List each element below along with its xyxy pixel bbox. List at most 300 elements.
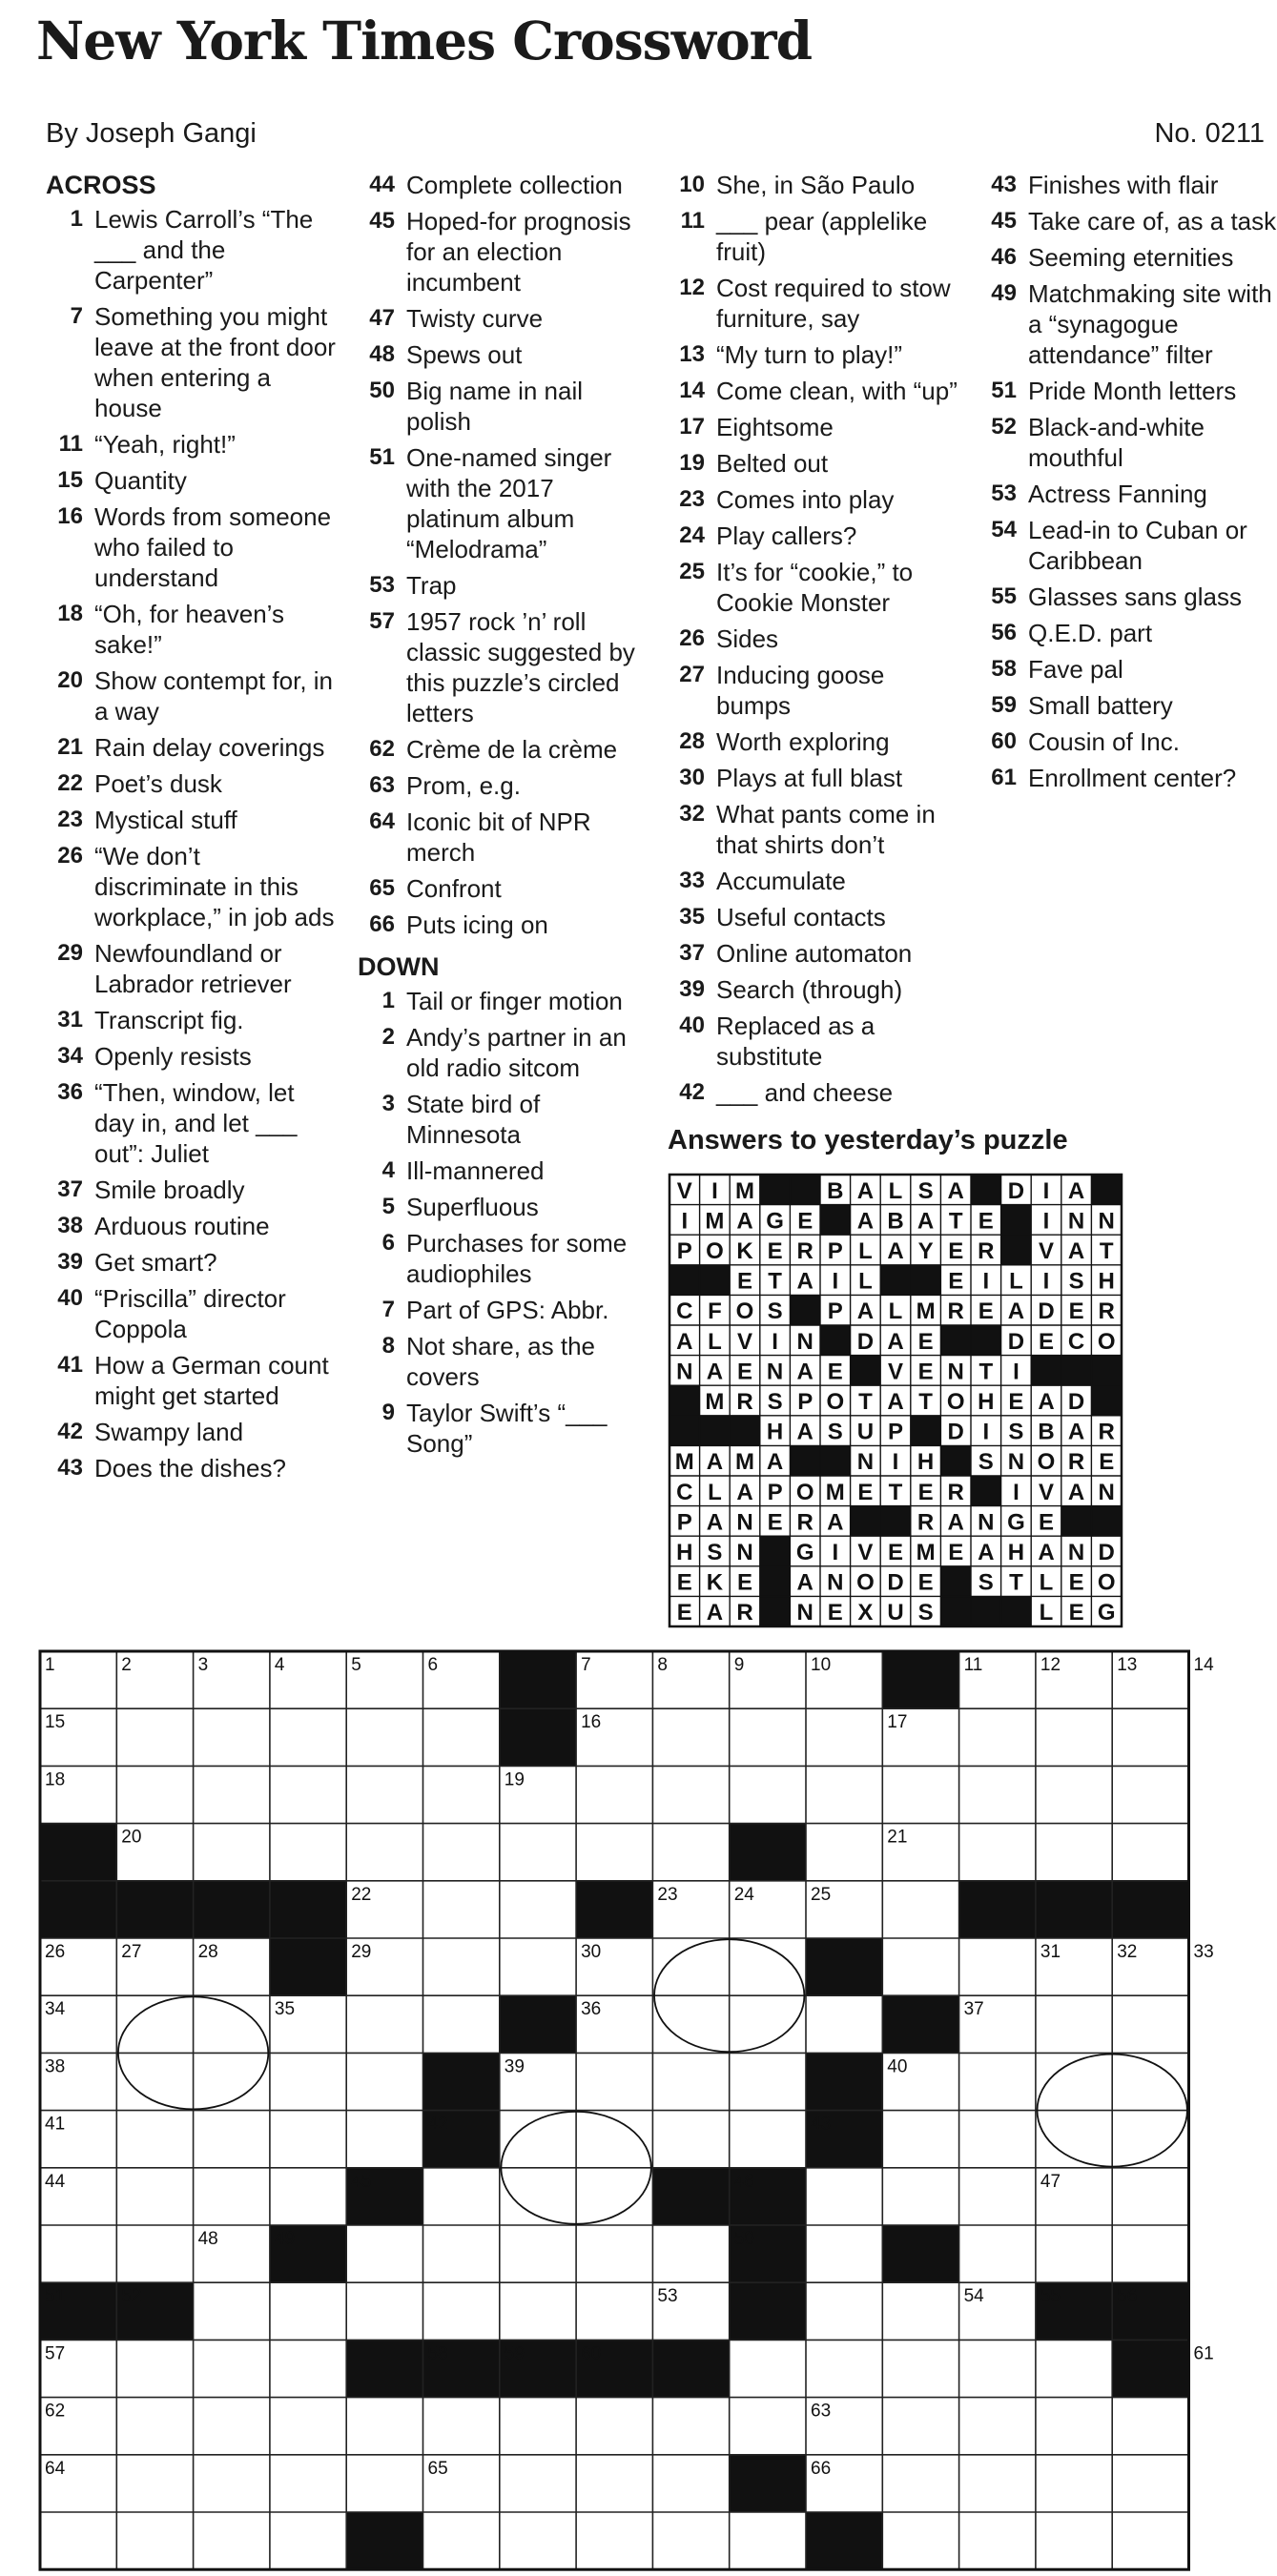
grid-cell[interactable] (1036, 2225, 1112, 2282)
grid-cell[interactable] (959, 2111, 1036, 2168)
across-clue[interactable] (358, 442, 653, 564)
grid-cell[interactable] (576, 2398, 652, 2455)
across-clue[interactable] (46, 1175, 337, 1205)
black-square (820, 1325, 851, 1356)
answer-letter: L (1039, 1569, 1054, 1596)
grid-cell[interactable] (959, 1824, 1036, 1881)
down-clue[interactable] (358, 1022, 653, 1083)
grid-cell[interactable] (806, 2340, 882, 2397)
grid-cell[interactable] (423, 1708, 500, 1766)
across-clue[interactable] (358, 873, 653, 904)
cell-number: 12 (1040, 1655, 1061, 1675)
down-clue[interactable] (668, 448, 963, 479)
down-clue[interactable] (668, 974, 963, 1005)
grid-cell[interactable] (500, 2225, 576, 2282)
grid-cell[interactable] (116, 1708, 193, 1766)
grid-cell[interactable] (346, 1766, 422, 1823)
answer-letter: E (948, 1268, 964, 1295)
down-clue[interactable] (668, 799, 963, 860)
clue-number: 22 (57, 770, 83, 796)
clue-number: 7 (381, 1297, 395, 1322)
grid-cell[interactable] (806, 1708, 882, 1766)
grid-cell[interactable] (270, 2053, 346, 2110)
grid-cell[interactable] (1112, 2512, 1188, 2569)
answer-letter: E (1068, 1298, 1084, 1325)
grid-cell[interactable] (576, 2455, 652, 2512)
grid-cell[interactable] (194, 2512, 270, 2569)
grid-cell[interactable] (1036, 1995, 1112, 2053)
clue-text: Lead-in to Cuban or Caribbean (1028, 516, 1247, 575)
grid-cell[interactable] (1112, 2398, 1188, 2455)
across-clue[interactable] (46, 1350, 337, 1411)
grid-cell[interactable] (500, 1938, 576, 1995)
answer-letter: R (736, 1389, 753, 1415)
down-clue[interactable] (358, 986, 653, 1016)
clue-number: 48 (369, 341, 395, 367)
clue-text: Matchmaking site with a “synagogue attendance” filter (1028, 279, 1272, 369)
down-clue[interactable] (979, 170, 1277, 200)
grid-cell[interactable] (270, 2455, 346, 2512)
black-square (346, 2340, 422, 2397)
answer-letter: A (1007, 1298, 1025, 1325)
yesterday-answer-grid (668, 1173, 1123, 1628)
grid-cell[interactable] (194, 2111, 270, 2168)
grid-cell[interactable] (806, 1995, 882, 2053)
grid-cell[interactable] (194, 2168, 270, 2225)
across-header: ACROSS (46, 171, 156, 199)
grid-cell[interactable] (116, 2225, 193, 2282)
down-clue[interactable] (668, 763, 963, 793)
clue-number: 28 (679, 728, 705, 754)
grid-cell[interactable] (959, 1708, 1036, 1766)
down-clue[interactable] (668, 938, 963, 969)
grid-cell[interactable] (882, 2455, 958, 2512)
down-header: DOWN (358, 952, 440, 981)
grid-cell[interactable] (576, 2512, 652, 2569)
grid-cell[interactable] (500, 2282, 576, 2340)
answer-letter: E (827, 1359, 843, 1385)
across-clue[interactable] (46, 1283, 337, 1344)
grid-cell[interactable] (116, 2512, 193, 2569)
across-clue[interactable] (358, 206, 653, 297)
across-clue[interactable] (358, 606, 653, 728)
answer-letter: T (918, 1389, 933, 1415)
across-clue[interactable] (46, 805, 337, 835)
answer-letter: L (858, 1268, 873, 1295)
grid-cell[interactable] (730, 2111, 806, 2168)
down-clue[interactable] (979, 376, 1277, 406)
down-clue[interactable] (668, 339, 963, 370)
clue-number: 24 (679, 522, 705, 548)
down-clue[interactable] (668, 1077, 963, 1108)
black-square (790, 1295, 820, 1325)
grid-cell[interactable] (116, 2455, 193, 2512)
black-square (730, 2455, 806, 2512)
clue-text: Show contempt for, in a way (94, 666, 334, 726)
clue-number: 27 (679, 662, 705, 687)
clue-number: 46 (991, 244, 1017, 270)
answer-letter: A (856, 1298, 875, 1325)
clue-text: What pants come in that shirts don’t (716, 800, 936, 859)
grid-cell[interactable] (1036, 2455, 1112, 2512)
black-square (652, 2340, 729, 2397)
grid-cell[interactable] (194, 1708, 270, 1766)
across-clue[interactable] (46, 1417, 337, 1447)
grid-cell[interactable] (730, 2340, 806, 2397)
grid-cell[interactable] (40, 2512, 116, 2569)
down-clue[interactable] (668, 170, 963, 200)
answer-letter: G (766, 1208, 784, 1235)
black-square (940, 1566, 971, 1597)
grid-cell[interactable] (270, 2282, 346, 2340)
grid-cell[interactable] (346, 2398, 422, 2455)
across-clue[interactable] (358, 570, 653, 601)
grid-cell[interactable] (423, 2512, 500, 2569)
clue-number: 57 (369, 608, 395, 634)
clue-text: Belted out (716, 449, 829, 478)
clue-text: Pride Month letters (1028, 377, 1237, 405)
grid-cell[interactable] (500, 2398, 576, 2455)
across-clue[interactable] (46, 665, 337, 726)
grid-cell[interactable] (576, 1824, 652, 1881)
down-clue[interactable] (358, 1398, 653, 1459)
across-clue[interactable] (46, 732, 337, 763)
grid-cell[interactable] (1112, 2455, 1188, 2512)
grid-cell[interactable] (576, 2225, 652, 2282)
clue-text: Useful contacts (716, 903, 886, 931)
answer-letter: L (858, 1238, 873, 1264)
answer-letter: X (857, 1600, 874, 1626)
grid-cell[interactable] (346, 2455, 422, 2512)
grid-cell[interactable] (959, 1766, 1036, 1823)
down-clue[interactable] (668, 557, 963, 618)
black-square (500, 1708, 576, 1766)
down-clue[interactable] (979, 206, 1277, 236)
grid-cell[interactable] (194, 2398, 270, 2455)
grid-cell[interactable] (652, 1766, 729, 1823)
grid-cell[interactable] (730, 1766, 806, 1823)
across-clue[interactable] (358, 910, 653, 940)
grid-cell[interactable] (346, 2225, 422, 2282)
down-clue[interactable] (668, 866, 963, 896)
grid-cell[interactable] (1036, 2512, 1112, 2569)
grid-cell[interactable] (423, 2225, 500, 2282)
cell-number: 50 (733, 2229, 754, 2249)
across-clue[interactable] (46, 599, 337, 660)
across-clue[interactable] (358, 303, 653, 334)
grid-cell[interactable] (500, 2512, 576, 2569)
grid-cell[interactable] (652, 1708, 729, 1766)
grid-cell[interactable] (1112, 1708, 1188, 1766)
grid-cell[interactable] (1036, 2340, 1112, 2397)
grid-cell[interactable] (270, 2168, 346, 2225)
grid-cell[interactable] (806, 1766, 882, 1823)
grid-cell[interactable] (882, 2398, 958, 2455)
down-clue[interactable] (668, 376, 963, 406)
down-clue[interactable] (979, 412, 1277, 473)
clue-number: 19 (679, 450, 705, 476)
grid-cell[interactable] (730, 1708, 806, 1766)
answer-letter: M (916, 1540, 936, 1565)
grid-cell[interactable] (730, 2053, 806, 2110)
clue-number: 8 (381, 1333, 395, 1359)
down-clue[interactable] (358, 1089, 653, 1150)
cell-number: 9 (733, 1655, 745, 1675)
across-clue[interactable] (46, 1211, 337, 1241)
clue-number: 60 (991, 728, 1017, 754)
grid-cell[interactable] (116, 2340, 193, 2397)
grid-cell[interactable] (346, 2053, 422, 2110)
black-square (1091, 1506, 1122, 1537)
down-clue[interactable] (668, 484, 963, 515)
answer-letter: T (888, 1479, 903, 1505)
down-clue[interactable] (668, 206, 963, 267)
down-clue[interactable] (358, 1228, 653, 1289)
grid-cell[interactable] (882, 1881, 958, 1938)
grid-cell[interactable] (270, 1766, 346, 1823)
cell-number: 26 (45, 1942, 66, 1962)
grid-cell[interactable] (959, 2455, 1036, 2512)
down-clue[interactable] (358, 1192, 653, 1222)
grid-cell[interactable] (346, 1995, 422, 2053)
clue-text: Rain delay coverings (94, 733, 325, 762)
across-clue[interactable] (46, 1077, 337, 1169)
grid-cell[interactable] (423, 1766, 500, 1823)
answer-letter: A (796, 1268, 814, 1295)
grid-cell[interactable] (652, 2053, 729, 2110)
down-clue[interactable] (668, 273, 963, 334)
grid-cell[interactable] (730, 2512, 806, 2569)
answer-letter: U (856, 1419, 875, 1445)
black-square (806, 1938, 882, 1995)
clue-text: Mystical stuff (94, 806, 237, 834)
across-clue[interactable] (46, 465, 337, 496)
grid-cell[interactable] (576, 2282, 652, 2340)
black-square (880, 1506, 911, 1537)
cell-number: 55 (1040, 2286, 1061, 2307)
across-clue[interactable] (46, 204, 337, 296)
down-clue[interactable] (668, 521, 963, 551)
grid-cell[interactable] (423, 2282, 500, 2340)
down-clue[interactable] (979, 763, 1277, 793)
grid-cell[interactable] (1036, 1824, 1112, 1881)
grid-cell[interactable] (423, 1938, 500, 1995)
answer-letter: S (707, 1540, 723, 1565)
grid-cell[interactable] (652, 2111, 729, 2168)
answer-letter: S (978, 1569, 994, 1596)
grid-cell[interactable] (1036, 1766, 1112, 1823)
across-clue[interactable] (46, 768, 337, 799)
across-clue[interactable] (46, 938, 337, 999)
cell-number: 19 (504, 1769, 525, 1790)
grid-cell[interactable] (194, 2282, 270, 2340)
grid-cell[interactable] (652, 2512, 729, 2569)
answer-letter: H (1098, 1268, 1115, 1295)
grid-cell[interactable] (1112, 1766, 1188, 1823)
answer-letter: E (857, 1479, 874, 1505)
grid-cell[interactable] (116, 1766, 193, 1823)
grid-cell[interactable] (346, 2282, 422, 2340)
grid-cell[interactable] (882, 2340, 958, 2397)
grid-cell[interactable] (1112, 2225, 1188, 2282)
grid-cell[interactable] (1036, 2398, 1112, 2455)
grid-cell[interactable] (652, 2455, 729, 2512)
grid-cell[interactable] (652, 2225, 729, 2282)
across-clue[interactable] (46, 1005, 337, 1035)
grid-cell[interactable] (346, 2111, 422, 2168)
answer-letter: F (708, 1298, 722, 1325)
grid-cell[interactable] (423, 2398, 500, 2455)
grid-cell[interactable] (652, 1824, 729, 1881)
grid-cell[interactable] (882, 2282, 958, 2340)
down-clue[interactable] (979, 479, 1277, 509)
grid-cell[interactable] (270, 2512, 346, 2569)
grid-cell[interactable] (116, 2168, 193, 2225)
down-clue[interactable] (979, 278, 1277, 370)
cell-number: 64 (45, 2458, 66, 2479)
across-clue[interactable] (358, 339, 653, 370)
grid-cell[interactable] (959, 2340, 1036, 2397)
grid-cell[interactable] (806, 2282, 882, 2340)
down-clue[interactable] (668, 902, 963, 932)
grid-cell[interactable] (423, 1995, 500, 2053)
down-clue[interactable] (979, 242, 1277, 273)
answer-letter: O (795, 1479, 814, 1505)
down-clue[interactable] (358, 1331, 653, 1392)
grid-cell[interactable] (194, 2455, 270, 2512)
across-clue[interactable] (46, 1041, 337, 1072)
across-clue[interactable] (358, 170, 653, 200)
grid-cell[interactable] (806, 2168, 882, 2225)
answer-letter: E (978, 1208, 994, 1235)
grid-cell[interactable] (652, 2398, 729, 2455)
cell-number: 5 (351, 1655, 361, 1675)
grid-cell[interactable] (959, 2053, 1036, 2110)
down-clue[interactable] (979, 618, 1277, 648)
grid-cell[interactable] (576, 2053, 652, 2110)
grid-cell[interactable] (346, 1708, 422, 1766)
grid-cell[interactable] (500, 1824, 576, 1881)
down-clue[interactable] (668, 1011, 963, 1072)
black-square (1091, 1175, 1122, 1205)
grid-cell[interactable] (270, 2340, 346, 2397)
down-clue[interactable] (668, 660, 963, 721)
across-clue[interactable] (46, 501, 337, 593)
across-clue[interactable] (358, 376, 653, 437)
grid-cell[interactable] (959, 1938, 1036, 1995)
grid-cell[interactable] (806, 1824, 882, 1881)
answer-letter: A (706, 1509, 724, 1536)
answer-letter: G (795, 1540, 814, 1565)
cell-number: 29 (351, 1942, 372, 1962)
clue-text: Eightsome (716, 413, 834, 441)
answer-letter: E (948, 1540, 964, 1565)
grid-cell[interactable] (959, 2512, 1036, 2569)
across-clue[interactable] (46, 429, 337, 460)
grid-cell[interactable] (116, 2111, 193, 2168)
grid-cell[interactable] (194, 1824, 270, 1881)
across-clue[interactable] (46, 1453, 337, 1483)
grid-cell[interactable] (270, 1824, 346, 1881)
black-square (971, 1325, 1001, 1356)
black-square (730, 1824, 806, 1881)
down-clue[interactable] (668, 726, 963, 757)
grid-cell[interactable] (116, 2398, 193, 2455)
answer-letter: O (1037, 1449, 1056, 1476)
grid-cell[interactable] (806, 2225, 882, 2282)
grid-cell[interactable] (882, 2512, 958, 2569)
grid-cell[interactable] (882, 2168, 958, 2225)
answer-letter: A (736, 1479, 753, 1505)
grid-cell[interactable] (882, 1938, 958, 1995)
grid-cell[interactable] (1112, 1995, 1188, 2053)
answer-letter: S (917, 1600, 934, 1626)
grid-cell[interactable] (959, 2398, 1036, 2455)
down-clue[interactable] (358, 1155, 653, 1186)
answer-letter: V (1038, 1238, 1055, 1264)
grid-cell[interactable] (1112, 2168, 1188, 2225)
down-clue[interactable] (668, 412, 963, 442)
grid-cell[interactable] (500, 1881, 576, 1938)
down-clue[interactable] (979, 726, 1277, 757)
black-square (1001, 1596, 1032, 1626)
answer-letter: S (1008, 1419, 1024, 1445)
down-clue[interactable] (979, 690, 1277, 721)
across-clue[interactable] (46, 301, 337, 423)
black-square (500, 1995, 576, 2053)
clue-number: 25 (679, 559, 705, 584)
down-clue[interactable] (668, 624, 963, 654)
answer-letter: A (1067, 1419, 1085, 1445)
clue-text: “We don’t discriminate in this workplace,” in job ads (94, 842, 335, 931)
across-clue[interactable] (46, 1247, 337, 1278)
grid-cell[interactable] (40, 2225, 116, 2282)
grid-cell[interactable] (500, 2455, 576, 2512)
clue-number: 51 (369, 444, 395, 470)
grid-cell[interactable] (270, 1708, 346, 1766)
grid-cell[interactable] (423, 1824, 500, 1881)
grid-cell[interactable] (194, 1766, 270, 1823)
down-clue[interactable] (358, 1295, 653, 1325)
grid-cell[interactable] (959, 2225, 1036, 2282)
grid-cell[interactable] (346, 1824, 422, 1881)
clue-text: Glasses sans glass (1028, 583, 1242, 611)
grid-cell[interactable] (423, 2168, 500, 2225)
across-clue[interactable] (46, 841, 337, 932)
grid-cell[interactable] (1036, 1708, 1112, 1766)
grid-cell[interactable] (194, 2340, 270, 2397)
answer-letter: D (1067, 1389, 1085, 1415)
clue-number: 36 (57, 1079, 83, 1105)
across-clue[interactable] (358, 807, 653, 868)
grid-cell[interactable] (576, 1766, 652, 1823)
across-clue[interactable] (358, 770, 653, 801)
answer-letter: E (1038, 1328, 1055, 1355)
down-clue[interactable] (979, 654, 1277, 685)
grid-cell[interactable] (882, 1766, 958, 1823)
black-square (790, 1175, 820, 1205)
across-clue[interactable] (358, 734, 653, 765)
grid-cell[interactable] (730, 2398, 806, 2455)
grid-cell[interactable] (270, 2398, 346, 2455)
grid-cell[interactable] (423, 1881, 500, 1938)
down-clue[interactable] (979, 582, 1277, 612)
grid-cell[interactable] (1112, 1824, 1188, 1881)
grid-cell[interactable] (882, 2111, 958, 2168)
grid-cell[interactable] (270, 2111, 346, 2168)
down-clue[interactable] (979, 515, 1277, 576)
grid-cell[interactable] (959, 2168, 1036, 2225)
